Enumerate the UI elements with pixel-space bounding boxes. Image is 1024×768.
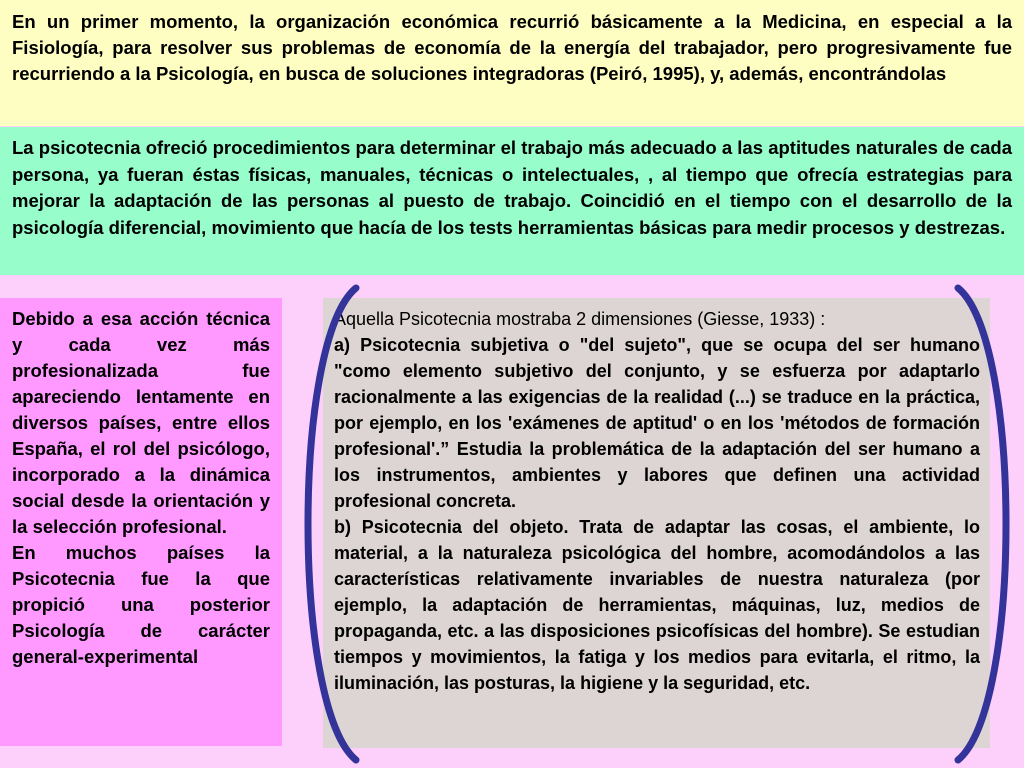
psychologist-role-paragraph-1: Debido a esa acción técnica y cada vez más profesionalizada fue apareciendo lentamente en diversos países, entre ellos España, el rol del psicólogo, incorporado a la dinámica social desde la orientación y la selección profesional. [12,308,270,537]
dimensions-text-block [323,298,990,748]
intro-paragraph: En un primer momento, la organización económica recurrió básicamente a la Medicina, en especial a la Fisiología, para resolver sus problemas de economía de la energía del trabajador, pero progresivamente fue recurriendo a la Psicología, en busca de soluciones integradoras (Peiró, 1995), y, además, encontrándolas [12,11,1012,84]
psychologist-role-paragraph-2: En muchos países la Psicotecnia fue la que propició una posterior Psicología de carácter general-experimental [12,542,270,667]
intro-text-block [0,0,1024,126]
psicotecnia-text-block [0,127,1024,275]
dimension-b-paragraph: b) Psicotecnia del objeto. Trata de adaptar las cosas, el ambiente, lo material, a la naturaleza psicológica del hombre, acomodándolos a las características relativamente invariables de nuestra naturaleza (por ejemplo, la adaptación de herramientas, máquinas, luz, medios de propaganda, etc. a las disposiciones psicofísicas del hombre). Se estudian tiempos y movimientos, la fatiga y los medios para evitarla, el ritmo, la iluminación, las posturas, la higiene y la seguridad, etc. [334,517,980,693]
dimensions-heading: Aquella Psicotecnia mostraba 2 dimensiones (Giesse, 1933) : [334,309,826,329]
dimension-a-paragraph: a) Psicotecnia subjetiva o "del sujeto", que se ocupa del ser humano "como elemento subjetivo del conjunto, y se esfuerza por adaptarlo racionalmente a las exigencias de la realidad (...) se traduce en la práctica, por ejemplo, en los 'exámenes de aptitud' o en los 'métodos de formación profesional'.” Estudia la problemática de la adaptación del ser humano a los instrumentos, ambientes y labores que definen una actividad profesional concreta. [334,335,980,511]
psychologist-role-text-block [0,298,282,746]
psicotecnia-paragraph: La psicotecnia ofreció procedimientos para determinar el trabajo más adecuado a las aptitudes naturales de cada persona, ya fueran éstas físicas, manuales, técnicas o intelectuales, , al tiempo que ofrecía estrategias para mejorar la adaptación de las personas al puesto de trabajo. Coincidió en el tiempo con el desarrollo de la psicología diferencial, movimiento que hacía de los tests herramientas básicas para medir procesos y destrezas. [12,137,1012,238]
